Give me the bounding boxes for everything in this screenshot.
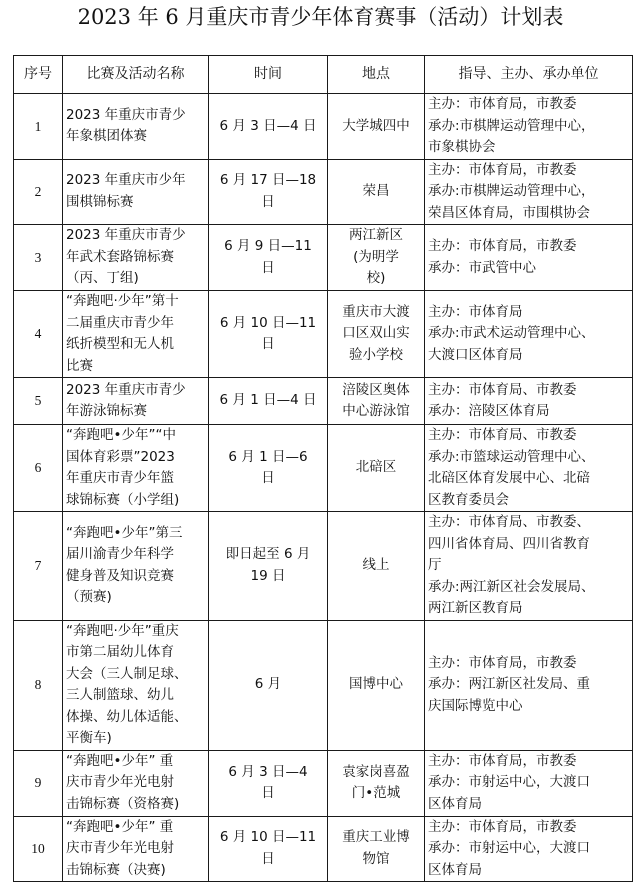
cell-place-line: 中心游泳馆: [342, 403, 410, 419]
cell-event-name-line: “奔跑吧•少年”“中: [66, 427, 176, 443]
cell-event-name-line: 年武术套路锦标赛: [66, 248, 174, 265]
cell-organizer-line: 大渡口区体育局: [428, 346, 523, 363]
cell-time-line: 6 月 3 日—4 日: [219, 117, 317, 134]
table-row: [14, 425, 633, 512]
table-row: [14, 750, 633, 816]
cell-no: 1: [14, 94, 63, 160]
cell-place-line: 北碚区: [355, 459, 397, 476]
cell-time-line: 即日起至 6 月: [225, 546, 311, 563]
cell-place: [328, 750, 425, 816]
cell-time-line: 6 月 10 日—11: [219, 829, 317, 846]
cell-event-name-line: 二届重庆市青少年: [66, 314, 174, 331]
cell-event-name-line: “奔跑吧·少年”第十: [66, 293, 179, 309]
cell-place-line: 涪陵区奥体: [342, 381, 410, 398]
cell-time-line: 6 月 1 日—6: [228, 448, 308, 465]
header-place: 地点: [328, 56, 425, 94]
table-row: [14, 512, 633, 621]
table-body: [14, 94, 633, 882]
cell-time: [209, 750, 328, 816]
cell-time-line: 日: [261, 785, 275, 801]
cell-place: [328, 225, 425, 291]
cell-event-name-line: 2023 年重庆市青少: [66, 227, 186, 244]
cell-event-name-line: （预赛): [66, 589, 112, 606]
cell-time: [209, 425, 328, 512]
cell-place-line: 验小学校: [349, 346, 403, 363]
cell-organizer-line: 承办：涪陵区体育局: [428, 403, 550, 419]
header-organizer: 指导、主办、承办单位: [425, 56, 633, 94]
table-row: [14, 291, 633, 378]
cell-event-name-line: 击锦标赛（决赛): [66, 861, 166, 878]
cell-place: [328, 512, 425, 621]
cell-organizer-line: 承办:市棋牌运动管理中心，: [428, 117, 595, 134]
header-name: 比赛及活动名称: [63, 56, 209, 94]
cell-event-name-line: 市第二届幼儿体育: [66, 644, 174, 660]
cell-place: [328, 378, 425, 425]
cell-organizer-line: 主办：市体育局，市教委: [428, 161, 577, 178]
cell-event-name-line: 击锦标赛（资格赛): [66, 795, 180, 812]
cell-event-name-line: 年游泳锦标赛: [66, 403, 147, 419]
cell-event-name: [63, 750, 209, 816]
cell-organizer-line: 主办：市体育局、市教委: [428, 427, 577, 443]
cell-event-name-line: 健身普及知识竞赛: [66, 567, 174, 584]
cell-event-name-line: 球锦标赛（小学组): [66, 491, 180, 508]
cell-event-name-line: （丙、丁组): [66, 270, 139, 287]
cell-organizer-line: 主办：市体育局: [428, 303, 523, 320]
event-schedule-table: [13, 55, 633, 882]
cell-place-line: 线上: [362, 557, 390, 573]
table-row: [14, 620, 633, 750]
cell-organizer: [425, 94, 633, 160]
cell-event-name-line: 体操、幼儿体适能、: [66, 708, 188, 725]
cell-organizer: [425, 750, 633, 816]
cell-organizer: [425, 291, 633, 378]
cell-event-name: [63, 94, 209, 160]
cell-place: [328, 816, 425, 882]
cell-organizer-line: 主办：市体育局，市教委: [428, 654, 577, 671]
cell-no: 5: [14, 378, 63, 425]
cell-event-name: [63, 159, 209, 225]
cell-place-line: 大学城四中: [342, 117, 410, 134]
cell-event-name-line: 三人制篮球、幼儿: [66, 687, 174, 703]
cell-organizer: [425, 159, 633, 225]
cell-organizer-line: 承办：市射运中心，大渡口: [428, 774, 590, 791]
cell-place: [328, 94, 425, 160]
table-row: [14, 816, 633, 882]
cell-time-line: 日: [261, 193, 275, 210]
cell-time-line: 6 月: [254, 676, 282, 693]
cell-organizer-line: 承办:两江新区社会发展局、: [428, 578, 595, 595]
table-row: [14, 159, 633, 225]
cell-no: 10: [14, 816, 63, 882]
table-row: [14, 225, 633, 291]
cell-event-name-line: 纸折模型和无人机: [66, 336, 174, 352]
cell-organizer-line: 承办:市篮球运动管理中心、: [428, 448, 595, 465]
cell-organizer: [425, 378, 633, 425]
cell-organizer-line: 承办：市射运中心，大渡口: [428, 840, 590, 856]
cell-event-name-line: 国体育彩票”2023: [66, 448, 175, 465]
cell-event-name-line: 围棋锦标赛: [66, 193, 134, 210]
cell-event-name-line: 年象棋团体赛: [66, 128, 147, 145]
cell-no: 3: [14, 225, 63, 291]
cell-event-name: [63, 620, 209, 750]
cell-organizer-line: 两江新区教育局: [428, 600, 523, 616]
cell-organizer-line: 承办：市武管中心: [428, 259, 536, 276]
cell-place-line: 国博中心: [349, 676, 403, 693]
cell-time: [209, 291, 328, 378]
cell-time: [209, 620, 328, 750]
cell-event-name: [63, 291, 209, 378]
cell-time-line: 6 月 17 日—18: [219, 172, 317, 189]
cell-event-name-line: 2023 年重庆市少年: [66, 172, 186, 189]
cell-no: 8: [14, 620, 63, 750]
cell-time-line: 日: [261, 470, 275, 486]
cell-place: [328, 159, 425, 225]
cell-organizer-line: 主办：市体育局，市教委: [428, 752, 577, 769]
cell-place-line: 袁家岗喜盈: [342, 763, 410, 780]
cell-event-name-line: 大会（三人制足球、: [66, 665, 188, 682]
cell-event-name: [63, 225, 209, 291]
cell-event-name-line: 庆市青少年光电射: [66, 774, 174, 791]
table-row: [14, 378, 633, 425]
cell-time: [209, 512, 328, 621]
cell-organizer-line: 厅: [428, 557, 442, 573]
cell-place-line: 重庆工业博: [342, 829, 410, 846]
cell-event-name-line: 年重庆市青少年篮: [66, 470, 174, 486]
cell-organizer-line: 主办：市体育局、市教委: [428, 381, 577, 398]
cell-no: 6: [14, 425, 63, 512]
cell-time-line: 6 月 10 日—11: [219, 314, 317, 331]
cell-event-name-line: “奔跑吧•少年” 重: [66, 818, 174, 835]
cell-no: 4: [14, 291, 63, 378]
cell-place-line: 物馆: [362, 850, 390, 867]
cell-event-name-line: “奔跑吧•少年”第三: [66, 524, 183, 541]
cell-organizer: [425, 225, 633, 291]
cell-place: [328, 620, 425, 750]
cell-time-line: 日: [261, 259, 275, 276]
cell-organizer: [425, 425, 633, 512]
cell-time-line: 日: [261, 850, 275, 867]
header-time: 时间: [209, 56, 328, 94]
cell-organizer: [425, 816, 633, 882]
cell-event-name: [63, 425, 209, 512]
cell-place-line: 两江新区: [349, 227, 403, 244]
cell-time: [209, 94, 328, 160]
table-header-row: [14, 56, 633, 94]
cell-event-name: [63, 378, 209, 425]
cell-organizer: [425, 620, 633, 750]
cell-place-line: 口区双山实: [342, 325, 410, 342]
cell-time: [209, 816, 328, 882]
cell-event-name-line: 2023 年重庆市青少: [66, 106, 186, 123]
cell-time: [209, 378, 328, 425]
cell-organizer-line: 主办：市体育局，市教委: [428, 818, 577, 835]
cell-place: [328, 291, 425, 378]
cell-organizer-line: 市象棋协会: [428, 139, 496, 155]
cell-event-name-line: 2023 年重庆市青少: [66, 381, 186, 398]
cell-organizer-line: 区教育委员会: [428, 491, 509, 508]
cell-time-line: 6 月 1 日—4 日: [219, 392, 317, 409]
cell-organizer: [425, 512, 633, 621]
cell-organizer-line: 庆国际博览中心: [428, 697, 523, 714]
cell-time-line: 日: [261, 336, 275, 352]
cell-time-line: 19 日: [250, 567, 286, 584]
cell-organizer-line: 主办：市体育局，市教委: [428, 96, 577, 112]
cell-organizer-line: 主办：市体育局，市教委: [428, 238, 577, 254]
cell-time-line: 6 月 3 日—4: [228, 763, 308, 780]
cell-organizer-line: 北碚区体育发展中心、北碚: [428, 470, 590, 486]
cell-organizer-line: 主办：市体育局、市教委、: [428, 514, 590, 530]
cell-event-name-line: “奔跑吧•少年” 重: [66, 752, 174, 769]
cell-organizer-line: 区体育局: [428, 795, 482, 812]
cell-no: 2: [14, 159, 63, 225]
cell-organizer-line: 区体育局: [428, 861, 482, 878]
cell-no: 7: [14, 512, 63, 621]
cell-place-line: 重庆市大渡: [342, 303, 410, 320]
cell-place-line: 校): [366, 270, 386, 287]
cell-event-name-line: 平衡车): [66, 730, 112, 746]
cell-time-line: 6 月 9 日—11: [224, 238, 312, 254]
cell-time: [209, 159, 328, 225]
cell-organizer-line: 承办:市棋牌运动管理中心，: [428, 183, 595, 199]
table-row: [14, 94, 633, 160]
cell-place-line: 荣昌: [362, 183, 390, 199]
cell-place-line: (为明学: [353, 248, 399, 265]
cell-time: [209, 225, 328, 291]
cell-event-name: [63, 512, 209, 621]
page-title: 2023 年 6 月重庆市青少年体育赛事（活动）计划表: [77, 5, 564, 29]
header-no: 序号: [14, 56, 63, 94]
cell-place: [328, 425, 425, 512]
cell-event-name-line: 比赛: [66, 357, 93, 374]
cell-event-name-line: 庆市青少年光电射: [66, 840, 174, 856]
cell-event-name-line: 届川渝青少年科学: [66, 546, 174, 563]
cell-place-line: 门•范城: [351, 785, 401, 801]
cell-organizer-line: 荣昌区体育局，市围棋协会: [428, 204, 590, 221]
cell-organizer-line: 承办:市武术运动管理中心、: [428, 325, 595, 342]
cell-event-name: [63, 816, 209, 882]
cell-organizer-line: 承办：两江新区社发局、重: [428, 676, 590, 693]
cell-organizer-line: 四川省体育局、四川省教育: [428, 535, 590, 552]
cell-no: 9: [14, 750, 63, 816]
cell-event-name-line: “奔跑吧·少年”重庆: [66, 622, 179, 639]
